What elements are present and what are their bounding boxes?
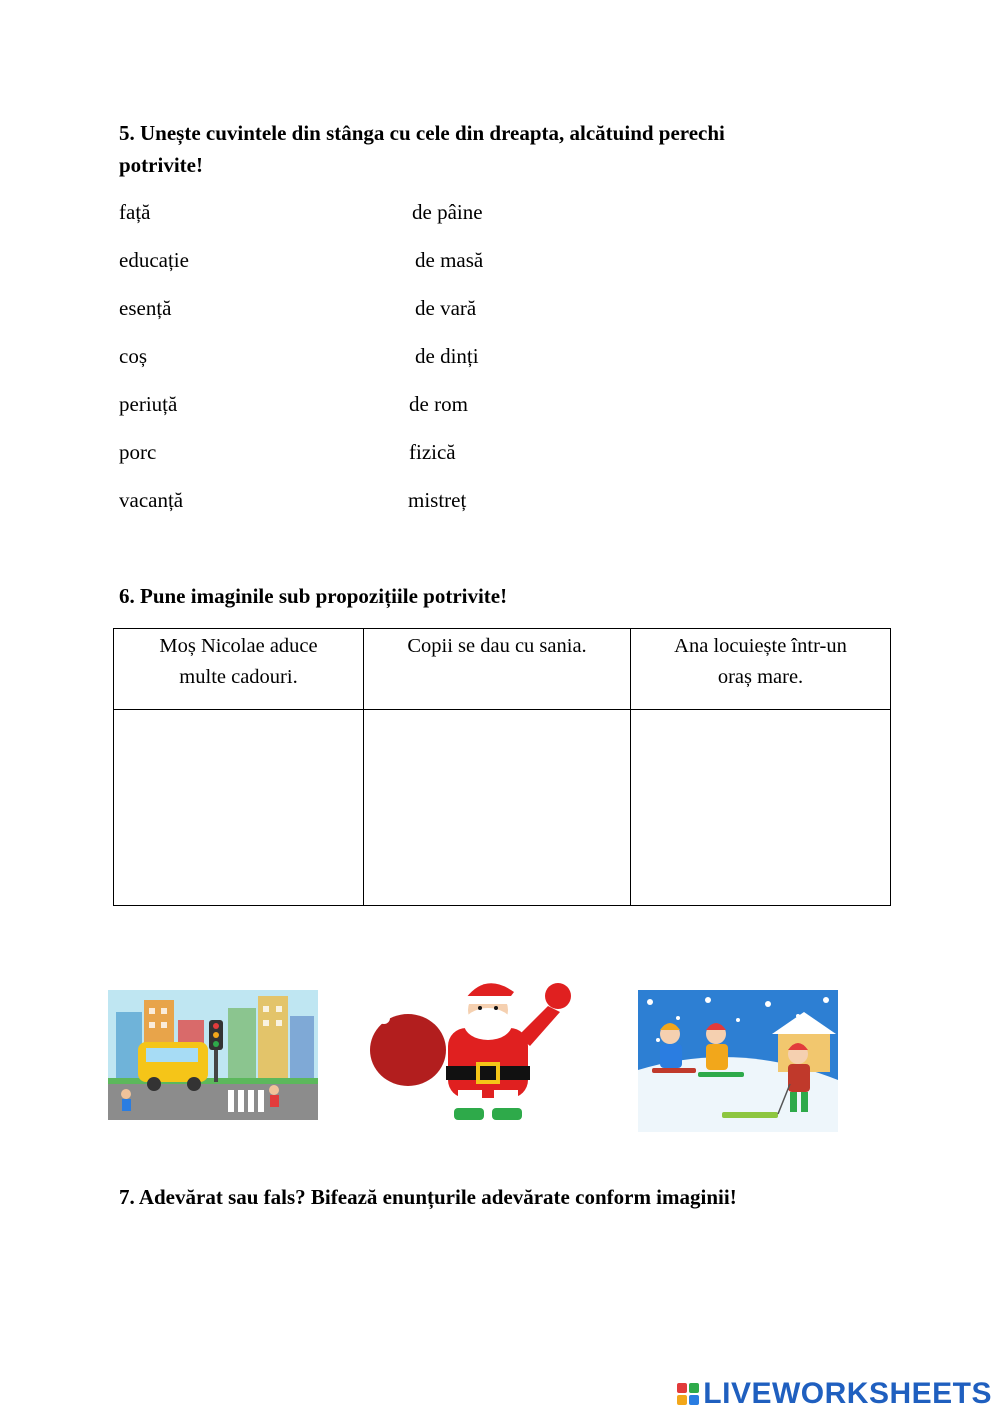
left-word[interactable]: periuță	[119, 392, 178, 416]
left-word[interactable]: esență	[119, 296, 172, 320]
drop-zone-1[interactable]	[114, 710, 364, 906]
matching-table	[113, 628, 891, 906]
right-word[interactable]: de masă	[415, 248, 484, 272]
logo-icon	[677, 1383, 699, 1405]
logo-square	[689, 1383, 699, 1393]
exercise-6-title: 6. Pune imaginile sub propozițiile potrivite!	[119, 584, 508, 608]
santa-claus-image[interactable]	[368, 978, 578, 1123]
right-word[interactable]: mistreț	[408, 488, 467, 512]
sentence-text: oraș mare.	[717, 666, 804, 688]
exercise-5-title-line2: potrivite!	[119, 153, 203, 177]
sentence-cell-santa	[114, 629, 364, 710]
left-word[interactable]: porc	[119, 440, 157, 464]
sentence-text: Moș Nicolae aduce	[159, 635, 318, 657]
logo-text: LIVEWORKSHEETS	[703, 1377, 992, 1410]
left-word[interactable]: vacanță	[119, 488, 184, 512]
liveworksheets-logo	[677, 1374, 992, 1414]
sledding-children-image[interactable]	[638, 990, 838, 1132]
sentence-cell-city	[631, 629, 891, 710]
logo-square	[677, 1383, 687, 1393]
drop-zone-3[interactable]	[631, 710, 891, 906]
exercise-5-title	[119, 117, 725, 181]
sentence-text: Copii se dau cu sania.	[407, 635, 587, 657]
right-word[interactable]: de rom	[409, 392, 468, 416]
sentence-text: Ana locuiește într-un	[674, 635, 847, 657]
logo-square	[689, 1395, 699, 1405]
sentence-text: multe cadouri.	[179, 666, 298, 688]
sentence-cell-sledding	[364, 629, 631, 710]
city-image[interactable]	[108, 990, 318, 1120]
left-word[interactable]: educație	[119, 248, 189, 272]
exercise-5-title-line1: 5. Unește cuvintele din stânga cu cele din dreapta, alcătuind perechi	[119, 121, 725, 145]
right-word[interactable]: de dinți	[415, 344, 479, 368]
right-word[interactable]: fizică	[409, 440, 456, 464]
exercise-7-title: 7. Adevărat sau fals? Bifează enunțurile adevărate conform imaginii!	[119, 1185, 737, 1209]
drop-zone-2[interactable]	[364, 710, 631, 906]
left-word[interactable]: față	[119, 200, 151, 224]
right-word[interactable]: de vară	[415, 296, 477, 320]
logo-square	[677, 1395, 687, 1405]
left-word[interactable]: coș	[119, 344, 147, 368]
right-word[interactable]: de pâine	[412, 200, 483, 224]
